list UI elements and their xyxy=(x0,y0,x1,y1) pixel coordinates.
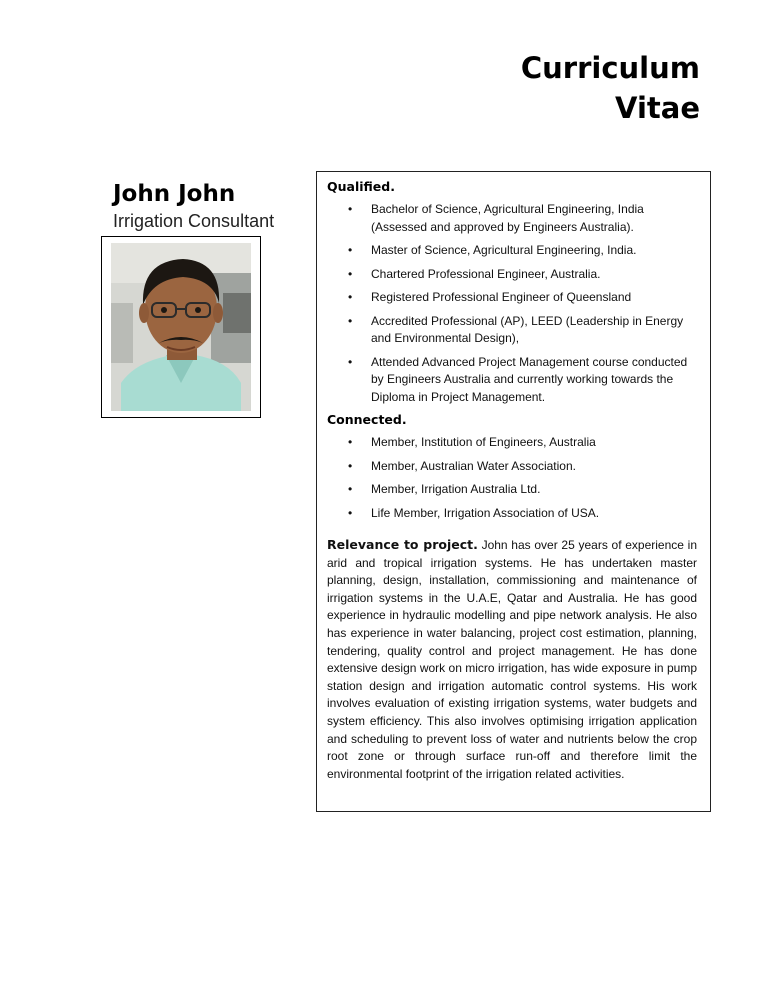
cv-details-box xyxy=(316,171,711,812)
document-title xyxy=(521,48,700,128)
list-item: • Accredited Professional (AP), LEED (Leadership in Energy and Environmental Design), xyxy=(327,313,697,348)
list-item: • Member, Irrigation Australia Ltd. xyxy=(327,481,697,499)
title-line-2: Vitae xyxy=(615,91,700,125)
connected-heading: Connected. xyxy=(327,412,407,427)
profile-photo-frame xyxy=(101,236,261,418)
title-line-1: Curriculum xyxy=(520,51,700,85)
list-item: • Member, Institution of Engineers, Australia xyxy=(327,434,697,452)
person-name: John John xyxy=(113,181,236,207)
qualified-heading: Qualified. xyxy=(327,179,395,194)
list-item: • Attended Advanced Project Management course conducted by Engineers Australia and currently working towards the Diploma in Project Management. xyxy=(327,354,697,407)
relevance-heading: Relevance to project. xyxy=(327,537,478,552)
profile-photo xyxy=(111,243,251,411)
list-item: • Chartered Professional Engineer, Australia. xyxy=(327,266,697,284)
list-item: • Life Member, Irrigation Association of USA. xyxy=(327,505,697,523)
list-item: • Master of Science, Agricultural Engineering, India. xyxy=(327,242,697,260)
qualified-list xyxy=(327,201,697,406)
list-item: • Bachelor of Science, Agricultural Engineering, India (Assessed and approved by Engineers Australia). xyxy=(327,201,697,236)
relevance-text: John has over 25 years of experience in arid and tropical irrigation systems. He has undertaken master planning, design, installation, commissioning and maintenance of irrigation systems in the U.A.E, Qatar and Australia. He has good experience in hydraulic modelling and pipe network analysis. He also has experience in water balancing, project cost estimation, planning, tendering, quality control and project management. He has done extensive design work on micro irrigation, has wide exposure in pump station design and irrigation automatic control systems. His work involves evaluation of existing irrigation systems, water budgets and system efficiency. This also involves optimising irrigation application and scheduling to prevent loss of water and nutrients below the crop root zone or through surface run-off and therefore limit the environmental footprint of the irrigation related activities. xyxy=(327,538,697,781)
relevance-paragraph xyxy=(327,536,697,783)
list-item: • Member, Australian Water Association. xyxy=(327,458,697,476)
connected-list xyxy=(327,434,697,522)
person-role: Irrigation Consultant xyxy=(113,211,275,231)
list-item: • Registered Professional Engineer of Queensland xyxy=(327,289,697,307)
